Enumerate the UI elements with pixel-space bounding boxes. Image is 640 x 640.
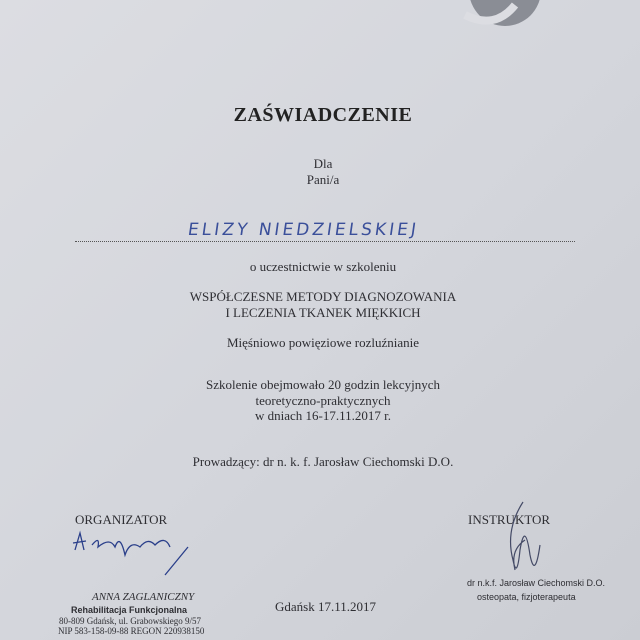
organizer-name: ANNA ZAGLANICZNY <box>92 591 195 603</box>
course-subtitle: Mięśniowo powięziowe rozluźnianie <box>226 335 420 350</box>
organizer-company: Rehabilitacja Funkcjonalna <box>71 605 188 615</box>
place-date: Gdańsk 17.11.2017 <box>275 599 376 614</box>
organizer-label: ORGANIZATOR <box>75 512 168 527</box>
recipient-name: ELIZY NIEDZIELSKIEJ <box>186 220 421 240</box>
document-title: ZAŚWIADCZENIE <box>233 104 413 126</box>
instructor-role: osteopata, fizjoterapeuta <box>477 592 576 602</box>
details-line3: w dniach 16-17.11.2017 r. <box>255 408 391 423</box>
course-title-line1: WSPÓŁCZESNE METODY DIAGNOZOWANIA <box>189 289 457 304</box>
salutation: Pani/a <box>306 172 340 187</box>
participation-text: o uczestnictwie w szkoleniu <box>249 259 397 274</box>
organizer-signature <box>70 525 200 585</box>
details-line1: Szkolenie obejmowało 20 godzin lekcyjnych <box>206 377 440 392</box>
organizer-ids: NIP 583-158-09-88 REGON 220938150 <box>58 626 205 636</box>
instructor-label: INSTRUKTOR <box>468 512 551 527</box>
lecturer: Prowadzący: dr n. k. f. Jarosław Ciechomski D.O. <box>192 454 454 469</box>
details-line2: teoretyczno-praktycznych <box>255 393 391 408</box>
name-line <box>75 241 575 242</box>
course-title-line2: I LECZENIA TKANEK MIĘKKICH <box>225 305 421 320</box>
instructor-signature <box>495 500 555 590</box>
instructor-name: dr n.k.f. Jarosław Ciechomski D.O. <box>467 578 606 588</box>
for-label: Dla <box>313 156 333 171</box>
organizer-address: 80-809 Gdańsk, ul. Grabowskiego 9/57 <box>59 616 201 626</box>
logo-icon <box>455 0 555 30</box>
